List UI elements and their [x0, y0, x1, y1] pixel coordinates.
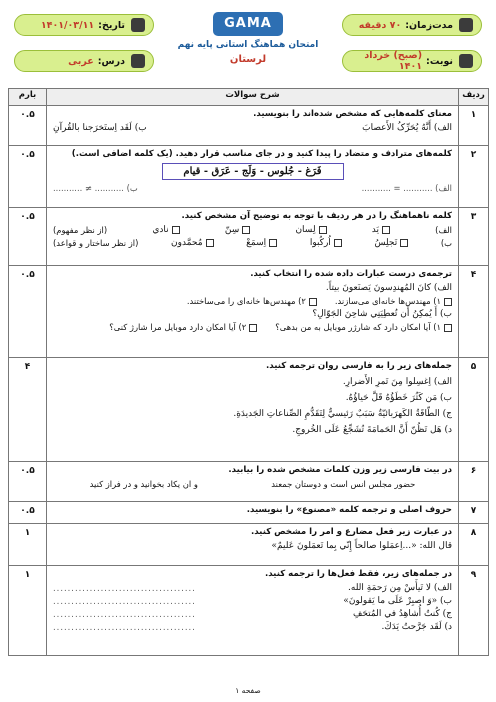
- turn-value: (صبح) خرداد ۱۴۰۱: [364, 50, 423, 72]
- question-number: ۴: [459, 266, 489, 358]
- answer-line[interactable]: .......................................: [53, 622, 196, 632]
- checkbox-icon: [319, 226, 327, 234]
- question-score: ۰.۵: [9, 266, 47, 358]
- question-number: ۳: [459, 208, 489, 266]
- question-score: ۰.۵: [9, 502, 47, 524]
- question-title: کلمه‌های مترادف و متضاد را پیدا کنید و در جای مناسب قرار دهید. (یک کلمه اضافی است.): [71, 149, 452, 159]
- question-title: کلمه ناهماهنگ را در هر ردیف با توجه به توضیح آن مشخص کنید.: [181, 211, 452, 221]
- desc-header: شرح سوالات: [47, 89, 459, 106]
- question-title: حروف اصلی و ترجمه کلمه «مصنوع» را بنویسید.: [246, 505, 452, 515]
- duration-label: مدت‌زمان:: [405, 19, 453, 31]
- checkbox-icon: [172, 226, 180, 234]
- sentence: الف) اِغسِلوا مِنَ تَمرِ الأَضرارِ.: [342, 377, 452, 387]
- question-score: ۱: [9, 566, 47, 656]
- item-b: ب) أَ یُمکِنُ أَن تُعطِيَنِي شاحِنَ الجَوّالِ؟: [312, 309, 452, 319]
- question-row: [9, 358, 489, 462]
- date-value: ۱۴۰۱/۰۳/۱۱: [40, 19, 95, 31]
- option[interactable]: لِسان: [295, 225, 326, 235]
- question-title: جمله‌های زیر را به فارسی روان ترجمه کنید.: [265, 361, 452, 371]
- question-row: [9, 566, 489, 656]
- sentence: ب) «وَ اصبِرْ عَلَی ما یَقولونَ»: [343, 596, 452, 606]
- question-row: [9, 208, 489, 266]
- question-title: در بیت فارسی زیر وزن کلمات مشخص شده را بیابید.: [228, 465, 452, 475]
- question-row: [9, 524, 489, 566]
- answer-line[interactable]: .......................................: [53, 583, 196, 593]
- sentence: د) لَقَد جَرَّحتُ یَدَكَ.: [381, 622, 452, 632]
- question-title: معنای کلمه‌هایی که مشخص شده‌اند را بنویسید.: [253, 109, 452, 119]
- row-note: (از نظر ساختار و قواعد): [53, 238, 139, 248]
- question-score: ۱: [9, 524, 47, 566]
- option[interactable]: مُحمَّدون: [171, 238, 214, 248]
- question-row: [9, 146, 489, 208]
- row-header: ردیف: [459, 89, 489, 106]
- duration-value: ۷۰ دقیقه: [358, 19, 402, 31]
- question-title: ترجمه‌ی درست عبارات داده شده را انتخاب کنید.: [250, 269, 452, 279]
- checkbox-icon: [444, 324, 452, 332]
- choice[interactable]: ۱) آیا امکان دارد که شارژر موبایل به من بدهی؟: [275, 322, 452, 332]
- exam-title: امتحان هماهنگ استانی پایه نهم: [177, 40, 319, 50]
- verse-part: حضور مجلس انس است و دوستان جمعند: [271, 479, 416, 489]
- questions-table: [8, 88, 489, 656]
- page-footer: صفحه ۱: [235, 686, 261, 695]
- question-number: ۹: [459, 566, 489, 656]
- duration-pill: [342, 14, 482, 36]
- sentence: د) هَل تَظُنّ أَنَّ الحَمامَةَ تُشَجِّعُ عَلَی الخُروجِ.: [292, 425, 452, 435]
- date-label: تاریخ:: [98, 19, 125, 31]
- date-pill: [14, 14, 154, 36]
- lesson-label: درس:: [97, 55, 125, 67]
- item-a: الف) ........... = ...........: [361, 183, 452, 193]
- table-header-row: [9, 89, 489, 106]
- word-box: فَرَغ - جُلوس - وَلَج - عَرَق - قیام: [162, 163, 344, 180]
- options-row-a: [53, 225, 452, 235]
- score-header: بارم: [9, 89, 47, 106]
- question-number: ۸: [459, 524, 489, 566]
- question-score: ۴: [9, 358, 47, 462]
- question-row: [9, 462, 489, 502]
- province: لرستان: [229, 54, 267, 65]
- center-title-block: [164, 12, 332, 78]
- question-score: ۰.۵: [9, 208, 47, 266]
- checkbox-icon: [242, 226, 250, 234]
- checkbox-icon: [309, 298, 317, 306]
- sentence: الف) لا تَیأَسْ مِن رَحمَةِ الله.: [348, 583, 452, 593]
- item-b: ب) لَقَد اِستَخرَجنا بالقُرآنِ: [53, 123, 147, 133]
- question-number: ۷: [459, 502, 489, 524]
- question-title: در عبارت زیر فعل مضارع و امر را مشخص کنید.: [250, 527, 452, 537]
- question-number: ۶: [459, 462, 489, 502]
- option[interactable]: تَجلِسُ: [374, 238, 408, 248]
- lesson-value: عربی: [68, 55, 94, 67]
- option[interactable]: سِنّ: [225, 225, 250, 235]
- question-number: ۱: [459, 106, 489, 146]
- item-a: الف) أَنَّهُ یُحَرِّکُ الأَعصابَ: [362, 123, 452, 133]
- option[interactable]: اِسمَعْ: [246, 238, 277, 248]
- verse-part: و ان یکاد بخوانید و در فراز کنید: [89, 479, 198, 489]
- option[interactable]: نادي: [152, 225, 179, 235]
- item-a: الف) کانَ المُهندِسونَ یَصنَعونَ بیتاً.: [325, 283, 452, 293]
- clock-icon: [459, 18, 473, 32]
- quote: قال الله: «...اِعمَلوا صالحاً إِنّي بِما تَعمَلونَ عَليمٌ»: [271, 541, 452, 551]
- checkbox-icon: [206, 239, 214, 247]
- sentence: ج) الطّاقَةُ الکَهرَبائیّةُ سَبَبٌ رَئیسيٌّ لِتَقَدُّمِ الصِّناعاتِ الجَدیدَةِ.: [233, 409, 452, 419]
- question-score: ۰.۵: [9, 462, 47, 502]
- lesson-pill: [14, 50, 154, 72]
- row-note: (از نظر مفهوم): [53, 225, 108, 235]
- question-row: [9, 106, 489, 146]
- answer-line[interactable]: .......................................: [53, 609, 196, 619]
- calendar-icon: [131, 18, 145, 32]
- sun-icon: [459, 54, 473, 68]
- checkbox-icon: [334, 239, 342, 247]
- item-b: ب) ........... ≠ ...........: [53, 183, 138, 193]
- checkbox-icon: [400, 239, 408, 247]
- question-score: ۰.۵: [9, 106, 47, 146]
- question-title: در جمله‌های زیر، فقط فعل‌ها را ترجمه کنید.: [264, 569, 452, 579]
- row-label: ب): [440, 238, 452, 248]
- choice[interactable]: ۲) آیا امکان دارد موبایل مرا شارژ کنی؟: [109, 322, 257, 332]
- exam-header: [14, 12, 482, 78]
- option[interactable]: یَد: [372, 225, 390, 235]
- checkbox-icon: [444, 298, 452, 306]
- checkbox-icon: [382, 226, 390, 234]
- checkbox-icon: [269, 239, 277, 247]
- checkbox-icon: [249, 324, 257, 332]
- options-row-b: [53, 238, 452, 248]
- turn-pill: [342, 50, 482, 72]
- question-score: ۰.۵: [9, 146, 47, 208]
- gama-logo: GAMA: [213, 12, 283, 36]
- choice[interactable]: ۱) مهندس‌ها خانه‌ای می‌سازند.: [335, 296, 452, 306]
- question-row: [9, 502, 489, 524]
- answer-line[interactable]: .......................................: [53, 596, 196, 606]
- question-number: ۵: [459, 358, 489, 462]
- turn-label: نوبت:: [426, 55, 453, 67]
- question-row: [9, 266, 489, 358]
- option[interactable]: اُرکُبوا: [310, 238, 342, 248]
- book-icon: [131, 54, 145, 68]
- row-label: الف): [435, 225, 452, 235]
- sentence: ج) کُنتُ أُشاهِدُ في المُتحَفِ: [353, 609, 452, 619]
- question-number: ۲: [459, 146, 489, 208]
- choice[interactable]: ۲) مهندس‌ها خانه‌ای را می‌ساختند.: [187, 296, 317, 306]
- sentence: ب) مَن کَثُرَ خَطَؤُهُ قَلَّ حَیاؤُهُ.: [345, 393, 452, 403]
